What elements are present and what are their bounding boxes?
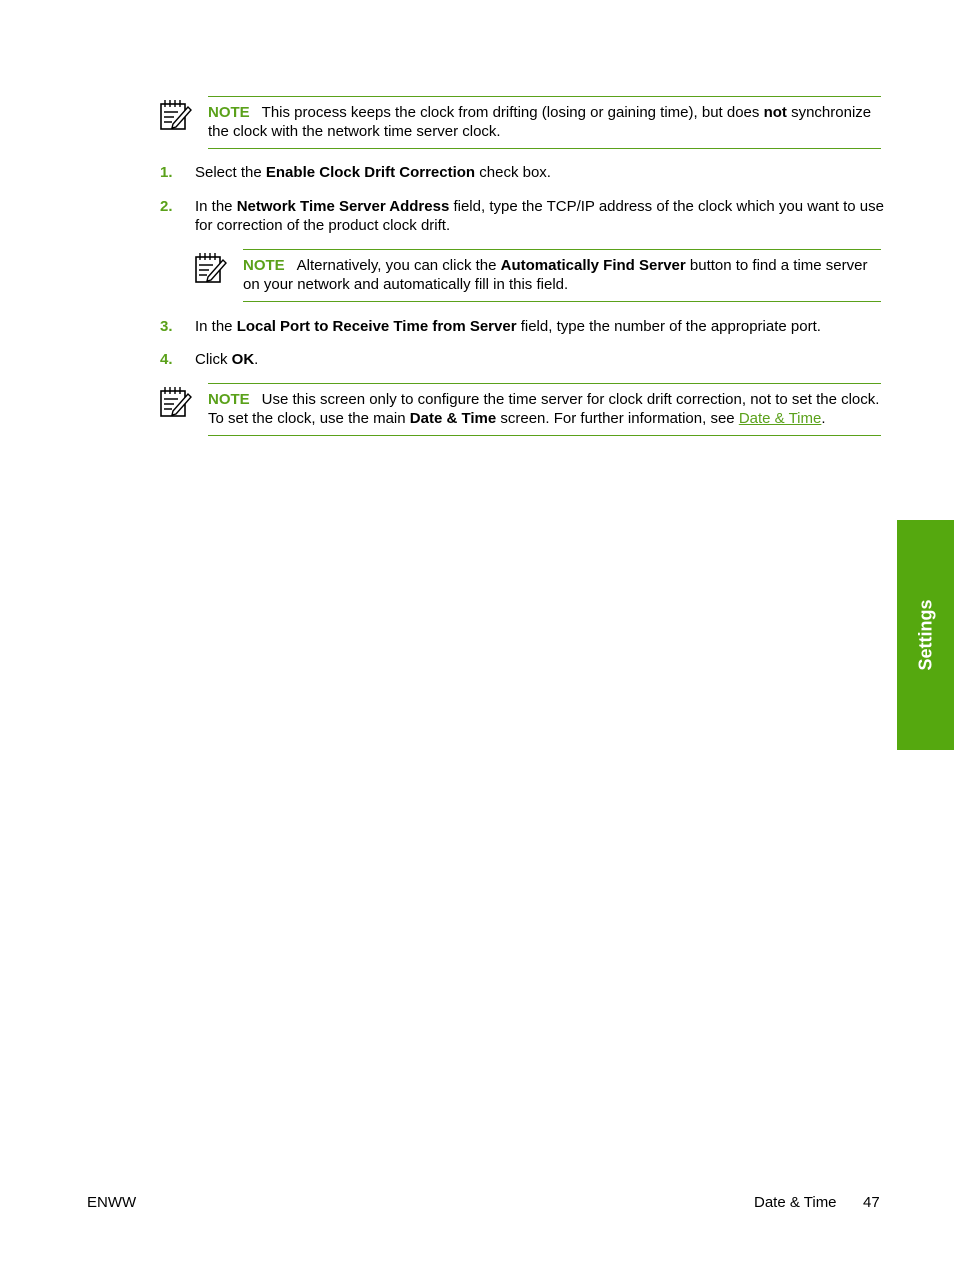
note-bold-text: Date & Time bbox=[409, 410, 497, 427]
note-text: Alternatively, you can click the bbox=[296, 257, 501, 274]
step-text-part: Click bbox=[195, 351, 232, 368]
step-text bbox=[195, 197, 885, 235]
step-text-part: field, type the TCP/IP address of the clock which you want to use for correction of the product clock drift. bbox=[195, 198, 884, 234]
step-text-part: check box. bbox=[475, 164, 551, 181]
note-text: . bbox=[821, 410, 826, 427]
note-text: This process keeps the clock from drifting (losing or gaining time), but does bbox=[261, 104, 764, 121]
step-text bbox=[195, 317, 885, 336]
note-label: NOTE bbox=[243, 257, 285, 274]
step-bold-text: Network Time Server Address bbox=[236, 198, 450, 215]
settings-side-tab bbox=[897, 520, 954, 750]
step-bold-text: OK bbox=[231, 351, 255, 368]
note-text: synchronize the clock with the network time server clock. bbox=[208, 104, 872, 140]
note-text: button to find a time server on your network and automatically fill in this field. bbox=[243, 257, 868, 293]
note-label: NOTE bbox=[208, 391, 250, 408]
note-text: screen. For further information, see bbox=[496, 410, 739, 427]
step-number: 2. bbox=[160, 198, 173, 215]
note-bold-text: not bbox=[763, 104, 787, 121]
step-text-part: . bbox=[254, 351, 259, 368]
note-text: Use this screen only to configure the time server for clock drift correction, not to set the clock. To set the clock, use the main bbox=[208, 391, 880, 427]
note-box bbox=[243, 249, 881, 302]
step-text-part: Select the bbox=[195, 164, 266, 181]
footer-page-number: 47 bbox=[863, 1194, 880, 1211]
step-text-part: In the bbox=[195, 198, 237, 215]
step-text-part: In the bbox=[195, 318, 237, 335]
note-bold-text: Automatically Find Server bbox=[500, 257, 686, 274]
step-text-part: field, type the number of the appropriate port. bbox=[516, 318, 821, 335]
step-bold-text: Local Port to Receive Time from Server bbox=[236, 318, 517, 335]
step-text bbox=[195, 350, 885, 369]
step-number: 3. bbox=[160, 318, 173, 335]
footer-left-label: ENWW bbox=[87, 1194, 137, 1211]
note-box bbox=[208, 96, 881, 149]
note-icon bbox=[194, 251, 228, 285]
footer-section-title: Date & Time bbox=[754, 1194, 837, 1211]
step-text bbox=[195, 163, 885, 182]
note-icon bbox=[159, 385, 193, 419]
step-number: 4. bbox=[160, 351, 173, 368]
step-number: 1. bbox=[160, 164, 173, 181]
note-label: NOTE bbox=[208, 104, 250, 121]
note-icon bbox=[159, 98, 193, 132]
side-tab-label: Settings bbox=[915, 599, 935, 671]
step-bold-text: Enable Clock Drift Correction bbox=[265, 164, 476, 181]
date-time-link[interactable]: Date & Time bbox=[738, 410, 822, 427]
note-box bbox=[208, 383, 881, 436]
